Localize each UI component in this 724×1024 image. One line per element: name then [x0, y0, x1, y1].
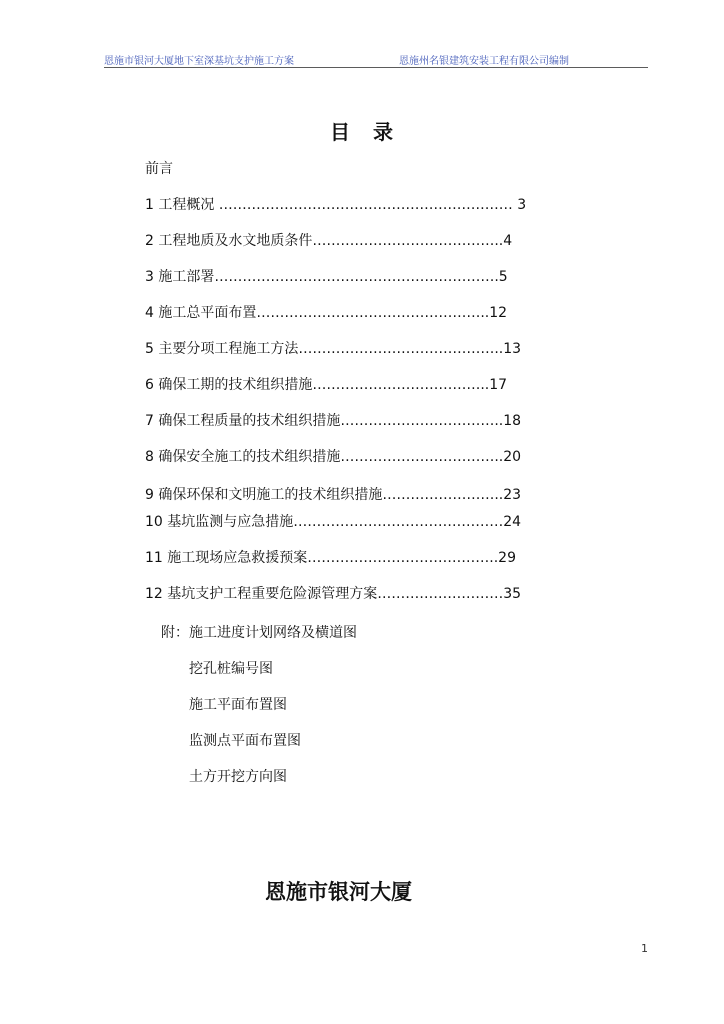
- header-project-title: 恩施市银河大厦地下室深基坑支护施工方案: [104, 56, 294, 67]
- toc-entry-4: 4 施工总平面布置…………………………………………..12: [145, 305, 508, 321]
- appendix-item: 施工平面布置图: [189, 697, 287, 713]
- toc-entry-6: 6 确保工期的技术组织措施………………………………..17: [145, 377, 508, 393]
- building-title: 恩施市银河大厦: [265, 880, 412, 904]
- appendix-label: 附：施工进度计划网络及横道图: [161, 625, 357, 641]
- appendix-item: 挖孔桩编号图: [189, 661, 273, 677]
- toc-title: 目 录: [330, 120, 401, 144]
- toc-entry-5: 5 主要分项工程施工方法……………………………………..13: [145, 341, 522, 357]
- appendix-item: 监测点平面布置图: [189, 733, 301, 749]
- toc-entry-8: 8 确保安全施工的技术组织措施……………………………..20: [145, 449, 522, 465]
- toc-entry-7: 7 确保工程质量的技术组织措施……………………………..18: [145, 413, 522, 429]
- toc-preface: 前言: [145, 161, 173, 177]
- toc-entry-3: 3 施工部署…………………………………………………….5: [145, 269, 508, 285]
- toc-entry-11: 11 施工现场应急救援预案…………………………………..29: [145, 550, 516, 566]
- toc-entry-10: 10 基坑监测与应急措施………………………………………24: [145, 514, 522, 530]
- toc-entry-1: 1 工程概况 ……………………………………………………… 3: [145, 197, 527, 213]
- page-number: 1: [641, 942, 648, 955]
- header-divider: [104, 67, 648, 68]
- appendix-item: 土方开挖方向图: [189, 769, 287, 785]
- toc-entry-9: 9 确保环保和文明施工的技术组织措施……………………..23: [145, 487, 522, 503]
- toc-entry-2: 2 工程地质及水文地质条件…………………………………..4: [145, 233, 513, 249]
- toc-entry-12: 12 基坑支护工程重要危险源管理方案………………………35: [145, 586, 522, 602]
- header-company-name: 恩施州名银建筑安装工程有限公司编制: [399, 56, 569, 67]
